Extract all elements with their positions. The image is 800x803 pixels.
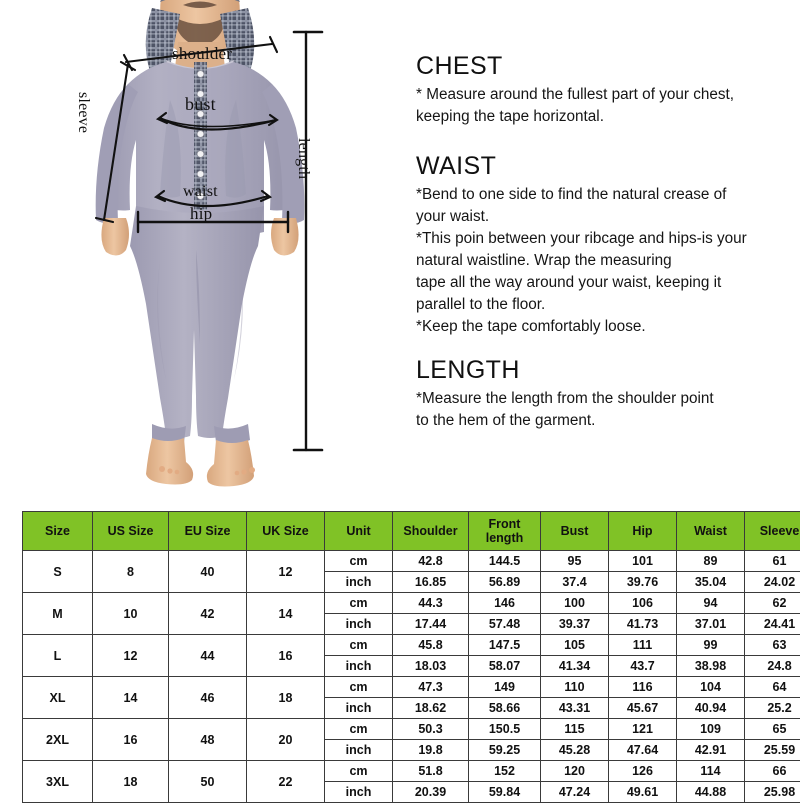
cell-shoulder: 51.8: [393, 761, 469, 782]
cell-us-size: 16: [93, 719, 169, 761]
cell-us-size: 14: [93, 677, 169, 719]
cell-eu-size: 40: [169, 551, 247, 593]
chest-line-1: * Measure around the fullest part of your chest,: [416, 86, 734, 103]
cell-unit: cm: [325, 593, 393, 614]
cell-front-length: 152: [469, 761, 541, 782]
cell-sleeve: 24.8: [745, 656, 800, 677]
cell-shoulder: 18.62: [393, 698, 469, 719]
cell-hip: 111: [609, 635, 677, 656]
waist-line-2: your waist.: [416, 208, 489, 225]
cell-uk-size: 12: [247, 551, 325, 593]
cell-bust: 110: [541, 677, 609, 698]
sleeve-label: sleeve: [74, 92, 92, 133]
cell-hip: 126: [609, 761, 677, 782]
cell-unit: cm: [325, 719, 393, 740]
col-header-eu-size: EU Size: [169, 512, 247, 551]
cell-hip: 43.7: [609, 656, 677, 677]
cell-sleeve: 65: [745, 719, 800, 740]
spacer-waist-length: [416, 338, 788, 356]
cell-front-length: 59.84: [469, 782, 541, 803]
table-body: [23, 551, 800, 803]
cell-front-length: 56.89: [469, 572, 541, 593]
length-line-1: *Measure the length from the shoulder point: [416, 390, 714, 407]
cell-uk-size: 16: [247, 635, 325, 677]
cell-uk-size: 14: [247, 593, 325, 635]
col-header-uk-size: UK Size: [247, 512, 325, 551]
cell-front-length: 59.25: [469, 740, 541, 761]
waist-line-1: *Bend to one side to find the natural crease of: [416, 186, 726, 203]
cell-sleeve: 66: [745, 761, 800, 782]
col-header-shoulder: Shoulder: [393, 512, 469, 551]
cell-waist: 104: [677, 677, 745, 698]
cell-eu-size: 46: [169, 677, 247, 719]
waist-label: waist: [183, 183, 218, 201]
col-header-us-size: US Size: [93, 512, 169, 551]
cell-front-length: 144.5: [469, 551, 541, 572]
cell-hip: 41.73: [609, 614, 677, 635]
waist-heading: WAIST: [416, 152, 788, 181]
cell-waist: 89: [677, 551, 745, 572]
cell-unit: inch: [325, 740, 393, 761]
shoulder-label: shoulder: [172, 44, 232, 64]
cell-bust: 43.31: [541, 698, 609, 719]
cell-unit: cm: [325, 761, 393, 782]
model-feet: [146, 438, 255, 487]
cell-us-size: 8: [93, 551, 169, 593]
col-header-unit: Unit: [325, 512, 393, 551]
chest-line-2: keeping the tape horizontal.: [416, 108, 604, 125]
col-header-hip: Hip: [609, 512, 677, 551]
length-measure-line: [294, 32, 322, 450]
cell-waist: 42.91: [677, 740, 745, 761]
cell-waist: 38.98: [677, 656, 745, 677]
cell-hip: 121: [609, 719, 677, 740]
cell-size: XL: [23, 677, 93, 719]
cell-bust: 120: [541, 761, 609, 782]
cell-bust: 100: [541, 593, 609, 614]
waist-line-5: tape all the way around your waist, keeping it: [416, 274, 721, 291]
cell-shoulder: 45.8: [393, 635, 469, 656]
cell-uk-size: 22: [247, 761, 325, 803]
cell-hip: 49.61: [609, 782, 677, 803]
pants-legs: [130, 206, 264, 445]
cell-unit: inch: [325, 782, 393, 803]
cell-waist: 114: [677, 761, 745, 782]
col-header-sleeve: Sleeve: [745, 512, 800, 551]
bust-label: bust: [185, 94, 216, 115]
cell-hip: 45.67: [609, 698, 677, 719]
instruction-section-chest: [416, 52, 788, 128]
size-chart-table: [22, 511, 800, 803]
cell-front-length: 150.5: [469, 719, 541, 740]
cell-unit: inch: [325, 698, 393, 719]
cell-size: 3XL: [23, 761, 93, 803]
length-line-2: to the hem of the garment.: [416, 412, 595, 429]
hip-label: hip: [190, 204, 212, 224]
cell-hip: 101: [609, 551, 677, 572]
cell-bust: 95: [541, 551, 609, 572]
cell-unit: cm: [325, 551, 393, 572]
cell-waist: 44.88: [677, 782, 745, 803]
cell-bust: 115: [541, 719, 609, 740]
cell-front-length: 149: [469, 677, 541, 698]
garment-diagram: [0, 0, 400, 500]
cell-waist: 40.94: [677, 698, 745, 719]
cell-sleeve: 25.59: [745, 740, 800, 761]
cell-shoulder: 42.8: [393, 551, 469, 572]
cell-uk-size: 18: [247, 677, 325, 719]
waist-line-4: natural waistline. Wrap the measuring: [416, 252, 672, 269]
cell-eu-size: 44: [169, 635, 247, 677]
table-header: [23, 512, 800, 551]
cell-shoulder: 17.44: [393, 614, 469, 635]
cell-front-length: 146: [469, 593, 541, 614]
cell-sleeve: 63: [745, 635, 800, 656]
cell-hip: 39.76: [609, 572, 677, 593]
cell-bust: 37.4: [541, 572, 609, 593]
garment-illustration: [0, 0, 400, 500]
cell-size: 2XL: [23, 719, 93, 761]
cell-front-length: 58.66: [469, 698, 541, 719]
cell-shoulder: 50.3: [393, 719, 469, 740]
cell-hip: 116: [609, 677, 677, 698]
table-row: [23, 635, 800, 656]
cell-us-size: 18: [93, 761, 169, 803]
cell-sleeve: 64: [745, 677, 800, 698]
cell-shoulder: 47.3: [393, 677, 469, 698]
instruction-section-waist: [416, 152, 788, 338]
table-row: [23, 551, 800, 572]
col-header-waist: Waist: [677, 512, 745, 551]
cell-unit: inch: [325, 656, 393, 677]
cell-size: M: [23, 593, 93, 635]
table-row: [23, 761, 800, 782]
measurement-instructions: [416, 52, 788, 432]
cell-bust: 47.24: [541, 782, 609, 803]
cell-front-length: 58.07: [469, 656, 541, 677]
chest-heading: CHEST: [416, 52, 788, 81]
cell-shoulder: 18.03: [393, 656, 469, 677]
length-heading: LENGTH: [416, 356, 788, 385]
cell-eu-size: 42: [169, 593, 247, 635]
cell-shoulder: 44.3: [393, 593, 469, 614]
waist-body: [416, 184, 788, 338]
cell-unit: cm: [325, 677, 393, 698]
cell-bust: 105: [541, 635, 609, 656]
cell-sleeve: 24.41: [745, 614, 800, 635]
cell-front-length: 57.48: [469, 614, 541, 635]
cell-sleeve: 25.98: [745, 782, 800, 803]
cell-bust: 41.34: [541, 656, 609, 677]
table-row: [23, 593, 800, 614]
cell-waist: 99: [677, 635, 745, 656]
col-header-size: Size: [23, 512, 93, 551]
cell-waist: 94: [677, 593, 745, 614]
cell-shoulder: 19.8: [393, 740, 469, 761]
waist-line-7: *Keep the tape comfortably loose.: [416, 318, 646, 335]
table-row: [23, 719, 800, 740]
cell-bust: 39.37: [541, 614, 609, 635]
table-row: [23, 677, 800, 698]
cell-uk-size: 20: [247, 719, 325, 761]
cell-us-size: 12: [93, 635, 169, 677]
cell-size: L: [23, 635, 93, 677]
cell-unit: inch: [325, 614, 393, 635]
col-header-bust: Bust: [541, 512, 609, 551]
col-header-front-length: Front length: [469, 512, 541, 551]
table-header-row: [23, 512, 800, 551]
cell-shoulder: 20.39: [393, 782, 469, 803]
cell-shoulder: 16.85: [393, 572, 469, 593]
instruction-section-length: [416, 356, 788, 432]
cell-eu-size: 50: [169, 761, 247, 803]
length-body: [416, 388, 788, 432]
waist-line-6: parallel to the floor.: [416, 296, 545, 313]
cell-waist: 37.01: [677, 614, 745, 635]
cell-front-length: 147.5: [469, 635, 541, 656]
cell-us-size: 10: [93, 593, 169, 635]
cell-waist: 109: [677, 719, 745, 740]
cell-sleeve: 24.02: [745, 572, 800, 593]
cell-sleeve: 25.2: [745, 698, 800, 719]
spacer-chest-waist: [416, 128, 788, 152]
waist-line-3: *This poin between your ribcage and hips-is your: [416, 230, 747, 247]
chest-body: [416, 84, 788, 128]
cell-eu-size: 48: [169, 719, 247, 761]
cell-hip: 47.64: [609, 740, 677, 761]
cell-bust: 45.28: [541, 740, 609, 761]
cell-waist: 35.04: [677, 572, 745, 593]
cell-unit: inch: [325, 572, 393, 593]
cell-unit: cm: [325, 635, 393, 656]
length-label: length: [294, 138, 312, 179]
cell-sleeve: 61: [745, 551, 800, 572]
cell-size: S: [23, 551, 93, 593]
cell-sleeve: 62: [745, 593, 800, 614]
cell-hip: 106: [609, 593, 677, 614]
